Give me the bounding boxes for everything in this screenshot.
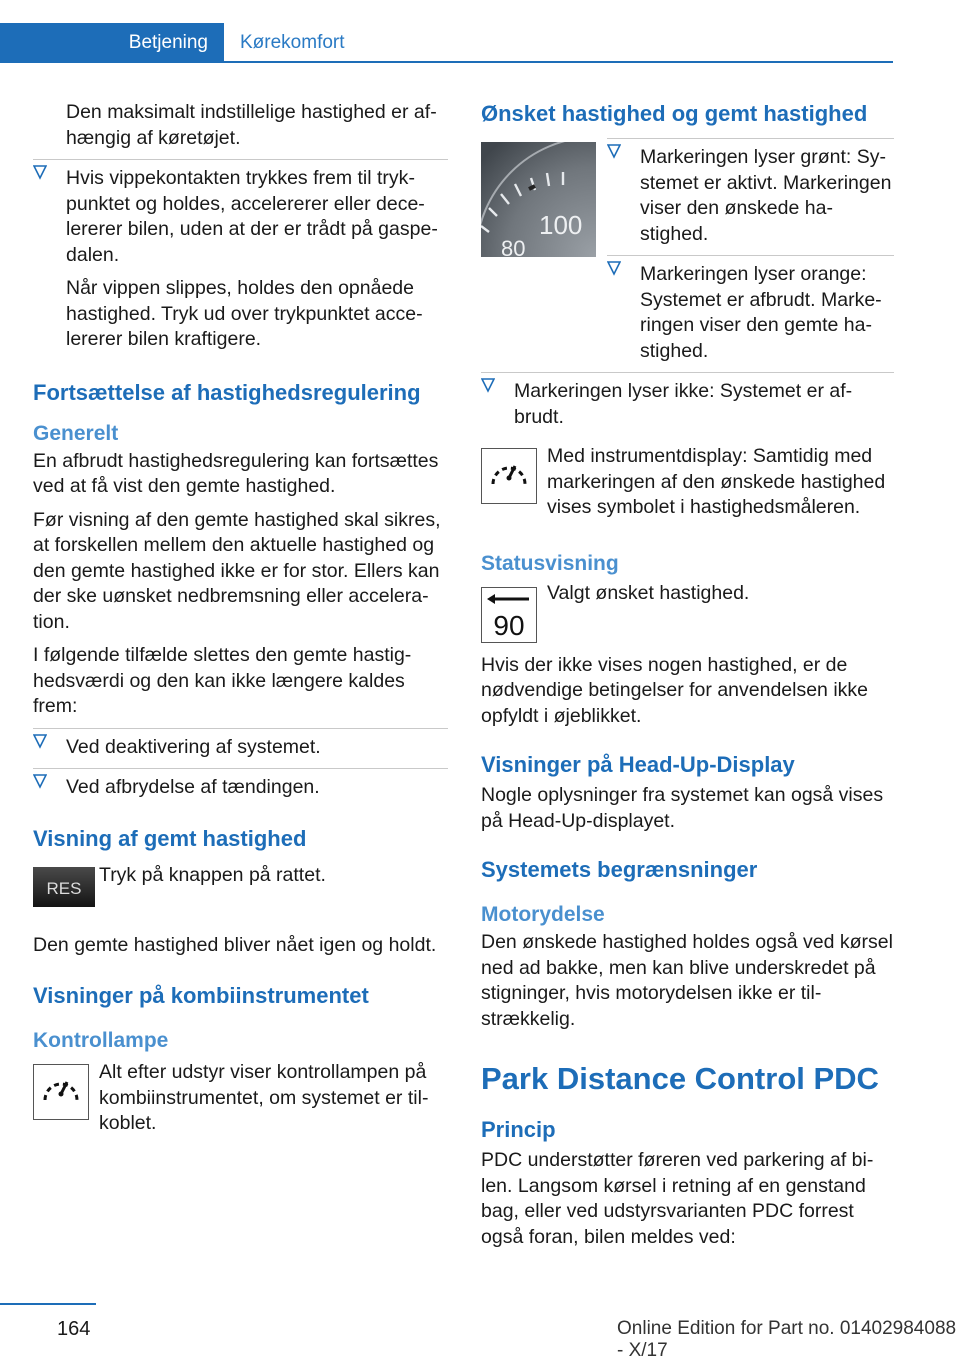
tab-betjening[interactable] xyxy=(0,23,224,61)
list-item-text: Markeringen lyser orange: Systemet er afbrudt. Markeringen viser den gemte hastighed. xyxy=(640,263,882,362)
right-column xyxy=(481,100,894,1258)
paragraph-motorydelse: Den ønskede hastighed holdes også ved kørsel ned ad bakke, men kan blive underskredet på stigninger, hvis motorydelsen ikke er tilstrækkelig. xyxy=(481,931,893,1030)
bullet-triangle-icon xyxy=(33,733,47,749)
res-instruction xyxy=(33,863,448,923)
heading-generelt: Generelt xyxy=(33,421,119,445)
tab-betjening-label: Betjening xyxy=(128,32,208,53)
edition-text: Online Edition for Part no. 01402984088 - X/17 xyxy=(617,1318,957,1361)
speedometer-icon xyxy=(481,448,537,512)
status-text: Valgt ønsket hastighed. xyxy=(547,581,750,604)
heading-visning: Visning af gemt hastighed xyxy=(33,825,307,851)
heading-begraensninger: Systemets begrænsninger xyxy=(481,857,758,882)
heading-princip: Princip xyxy=(481,1117,556,1142)
chapter-tabs xyxy=(0,23,893,63)
bullet-triangle-icon xyxy=(33,164,47,180)
status-row xyxy=(481,581,894,641)
list-item xyxy=(33,159,448,268)
heading-statusvisning: Statusvisning xyxy=(481,551,619,575)
paragraph-generelt-3: I følgende tilfælde slettes den gemte hastighedsværdi og den kan ikke længere kaldes frem: xyxy=(33,644,412,717)
tab-koerekomfort[interactable]: Kørekomfort xyxy=(240,32,345,53)
footer-rule xyxy=(0,1303,96,1305)
list-item-text: Ved deaktivering af systemet. xyxy=(66,735,321,758)
instrument-display-row xyxy=(481,444,894,521)
speed-gauge-image xyxy=(481,142,596,265)
status-icon-value: 90 xyxy=(493,609,525,641)
gauge-section xyxy=(481,138,894,364)
list-item xyxy=(607,255,894,364)
heading-pdc: Park Distance Control PDC xyxy=(481,1061,879,1096)
bullet-triangle-icon xyxy=(481,377,495,393)
heading-hud: Visninger på Head-Up-Display xyxy=(481,752,795,777)
list-item xyxy=(481,372,894,430)
kontrollampe-text: Alt efter udstyr viser kontrollampen på kombiinstrumentet, om systemet er tilkoblet. xyxy=(99,1061,429,1134)
bullet-triangle-icon xyxy=(607,260,621,276)
heading-kombi: Visninger på kombiinstrumentet xyxy=(33,983,369,1008)
heading-fortsaettelse: Fortsættelse af hastighedsregulering xyxy=(33,379,421,405)
heading-motorydelse: Motorydelse xyxy=(481,903,605,926)
paragraph-generelt-1: En afbrudt hastighedsregulering kan fortsættes ved at få vist den gemte hastighed. xyxy=(33,449,439,497)
page-number: 164 xyxy=(57,1318,91,1340)
bullet-triangle-icon xyxy=(607,143,621,159)
list-item xyxy=(33,728,448,761)
status-90-icon xyxy=(481,587,537,651)
list-item xyxy=(607,138,894,247)
speedometer-icon xyxy=(33,1064,89,1128)
list-item xyxy=(33,768,448,801)
left-column xyxy=(33,100,448,1147)
paragraph-princip: PDC understøtter føreren ved parkering af bilen. Langsom kørsel i retning af en genstand bag, eller ved udstyrsvarianten PDC forrest også foran, bilen meldes ved: xyxy=(481,1149,874,1248)
res-label: RES xyxy=(46,878,82,898)
paragraph-gemt-naaet: Den gemte hastighed bliver nået igen og holdt. xyxy=(33,933,437,956)
paragraph-hud: Nogle oplysninger fra systemet kan også vises på Head-Up-displayet. xyxy=(481,784,884,832)
list-item-text: Ved afbrydelse af tændingen. xyxy=(66,776,320,798)
gauge-80-label: 80 xyxy=(501,236,526,257)
bullet-triangle-icon xyxy=(33,773,47,789)
heading-kontrollampe: Kontrollampe xyxy=(33,1029,169,1052)
res-button-icon xyxy=(33,867,95,915)
kontrollampe-row xyxy=(33,1060,448,1137)
heading-oensket: Ønsket hastighed og gemt hastighed xyxy=(481,101,868,126)
paragraph-max-speed: Den maksimalt indstillelige hastighed er afhængig af køretøjet. xyxy=(66,101,437,149)
list-item-text: Markeringen lyser ikke: Systemet er afbrudt. xyxy=(514,380,853,428)
res-text: Tryk på knappen på rattet. xyxy=(99,863,326,886)
list-item-text: Markeringen lyser grønt: Systemet er aktivt. Markeringen viser den ønskede hastighed. xyxy=(640,146,892,245)
list-item-text: Hvis vippekontakten trykkes frem til trykpunktet og holdes, accelererer eller decelererer bilen, uden at der er trådt på gaspedalen. xyxy=(66,167,438,266)
instrument-display-text: Med instrumentdisplay: Samtidig med markeringen af den ønskede hastighed vises symbolet i hastighedsmåleren. xyxy=(547,445,886,518)
gauge-100-label: 100 xyxy=(539,210,583,240)
paragraph-generelt-2: Før visning af den gemte hastighed skal sikres, at forskellen mellem den aktuelle hastighed og den gemte hastighed ikke er for stor. Ellers kan der ske uønsket nedbremsning eller acceleration. xyxy=(33,508,441,633)
paragraph-release: Når vippen slippes, holdes den opnåede hastighed. Tryk ud over trykpunktet accelererer bilen kraftigere. xyxy=(66,277,423,350)
paragraph-ingen-hastighed: Hvis der ikke vises nogen hastighed, er de nødvendige betingelser for anvendelsen ikke opfyldt i øjeblikket. xyxy=(481,653,869,727)
